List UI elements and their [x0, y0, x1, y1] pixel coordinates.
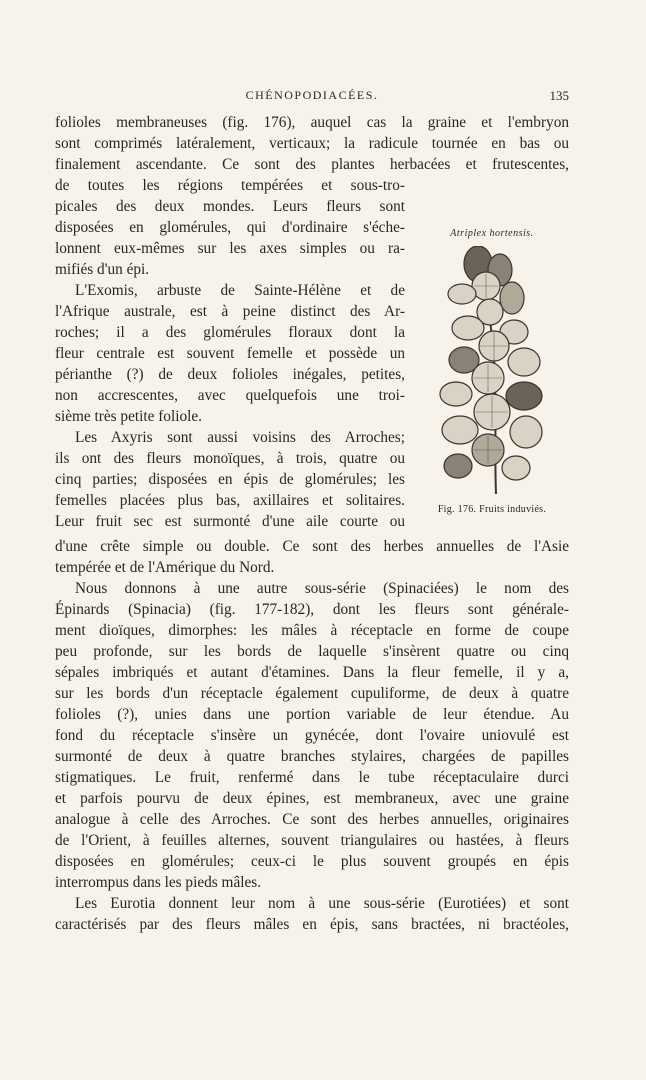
text-line: Les Eurotia donnent leur nom à une sous-série (Eurotiées) et sont [75, 895, 569, 912]
text-line: disposées en glomérules, qui d'ordinaire s'éche- [55, 219, 405, 236]
text-line: fleur centrale est souvent femelle et possède un [55, 345, 405, 362]
text-line: non accrescentes, avec quelquefois une troi- [55, 387, 405, 404]
text-line: Les Axyris sont aussi voisins des Arroches; [75, 429, 405, 446]
text-line: femelles placées plus bas, axillaires et solitaires. [55, 492, 405, 509]
text-line: tempérée et de l'Amérique du Nord. [55, 559, 275, 576]
text-line: folioles membraneuses (fig. 176), auquel cas la graine et l'embryon [55, 114, 569, 131]
figure-caption: Fig. 176. Fruits induviés. [437, 504, 547, 515]
text-line: cinq parties; disposées en épis de glomérules; les [55, 471, 405, 488]
text-line: et parfois pourvu de deux épines, est membraneux, avec une graine [55, 790, 569, 807]
text-line: sont comprimés latéralement, verticaux; la radicule tournée en bas ou [55, 135, 569, 152]
figure-title: Atriplex hortensis. [450, 228, 534, 239]
text-line: analogue à celle des Arroches. Ce sont des herbes annuelles, originaires [55, 811, 569, 828]
text-line: ment dioïques, dimorphes: les mâles à réceptacle en forme de coupe [55, 622, 569, 639]
text-line: sur les bords d'un réceptacle également cupuliforme, de deux à quatre [55, 685, 569, 702]
running-title: CHÉNOPODIACÉES. [245, 88, 379, 102]
text-line: Nous donnons à une autre sous-série (Spinaciées) le nom des [75, 580, 569, 597]
plant-engraving [428, 246, 558, 496]
text-line: ils ont des fleurs monoïques, à trois, quatre ou [55, 450, 405, 467]
text-line: disposées en glomérules; ceux-ci le plus souvent groupés en épis [55, 853, 569, 870]
text-line: surmonté de deux à quatre branches stylaires, chargées de papilles [55, 748, 569, 765]
text-line: de l'Orient, à feuilles alternes, souvent triangulaires ou hastées, à fleurs [55, 832, 569, 849]
text-line: L'Exomis, arbuste de Sainte-Hélène et de [75, 282, 405, 299]
text-line: de toutes les régions tempérées et sous-tro- [55, 177, 405, 194]
text-line: Leur fruit sec est surmonté d'une aile courte ou [55, 513, 405, 530]
text-line: mifiés d'un épi. [55, 261, 150, 278]
running-head [55, 88, 569, 104]
text-line: stigmatiques. Le fruit, renfermé dans le tube réceptaculaire durci [55, 769, 569, 786]
text-line: lonnent eux-mêmes sur les axes simples ou ra- [55, 240, 405, 257]
text-line: folioles (?), unies dans une portion variable de leur étendue. Au [55, 706, 569, 723]
text-line: finalement ascendante. Ce sont des plantes herbacées et frutescentes, [55, 156, 569, 173]
text-line: interrompus dans les pieds mâles. [55, 874, 262, 891]
text-line: peu profonde, sur les bords de laquelle s'insèrent quatre ou cinq [55, 643, 569, 660]
figure-176 [412, 222, 572, 522]
page-number: 135 [549, 88, 569, 103]
text-line: roches; il a des glomérules floraux dont la [55, 324, 405, 341]
text-line: fond du réceptacle s'insère un gynécée, dont l'ovaire uniovulé est [55, 727, 569, 744]
text-line: Épinards (Spinacia) (fig. 177-182), dont les fleurs sont générale- [55, 601, 569, 618]
text-line: d'une crête simple ou double. Ce sont des herbes annuelles de l'Asie [55, 538, 569, 555]
text-line: périanthe (?) de deux folioles inégales, petites, [55, 366, 405, 383]
text-line: l'Afrique australe, est à peine distinct des Ar- [55, 303, 405, 320]
text-line: picales des deux mondes. Leurs fleurs sont [55, 198, 405, 215]
text-line: sième très petite foliole. [55, 408, 202, 425]
text-line: caractérisés par des fleurs mâles en épis, sans bractées, ni bractéoles, [55, 916, 569, 933]
text-line: sépales imbriqués et autant d'étamines. Dans la fleur femelle, il y a, [55, 664, 569, 681]
